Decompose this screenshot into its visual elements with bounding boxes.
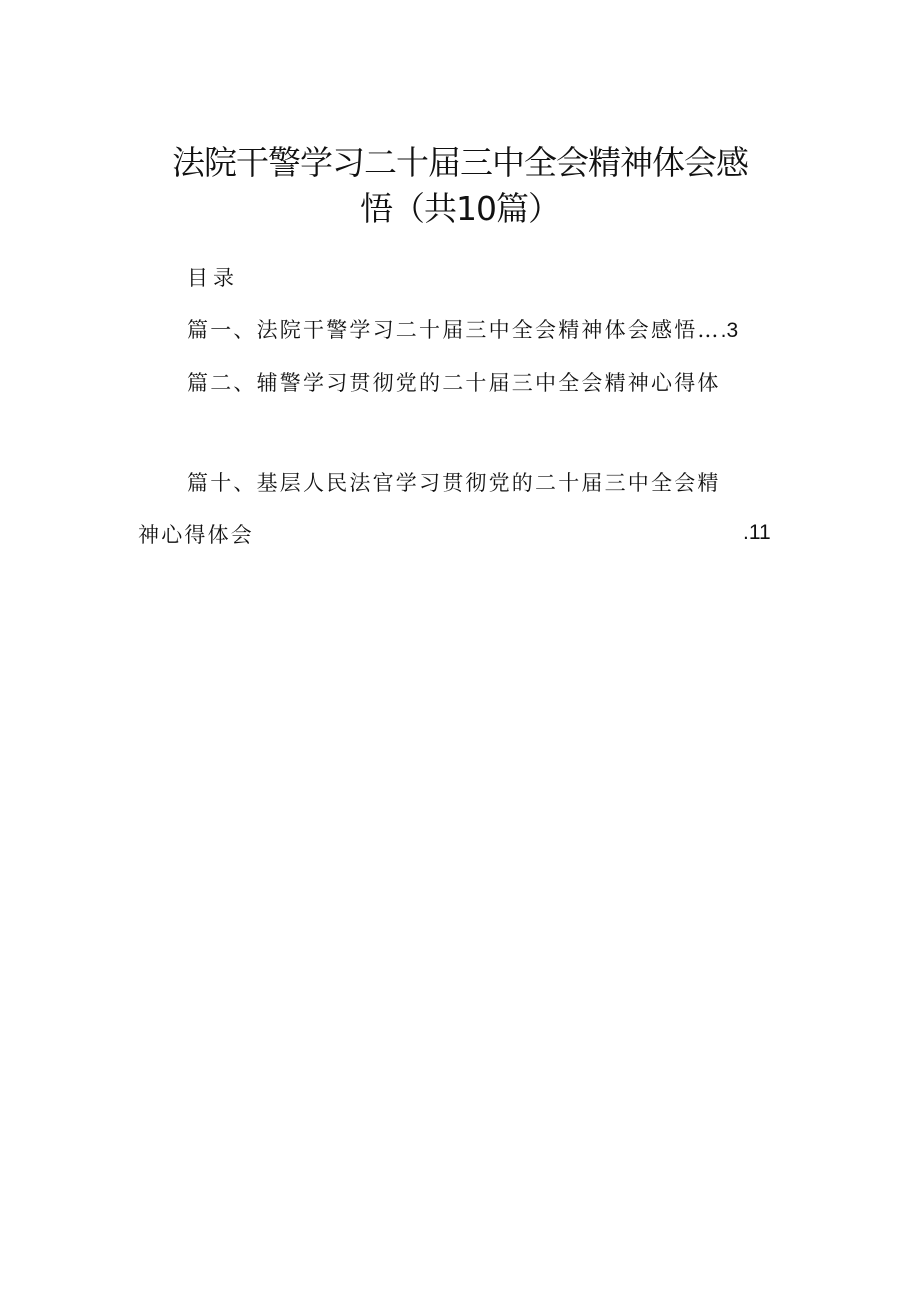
document-title-line-1: 法院干警学习二十届三中全会精神体会感 [172, 143, 748, 182]
toc-item-10-line-2[interactable]: 神心得体会 [138, 523, 254, 547]
toc-item-1-label: 篇一、法院干警学习二十届三中全会精神体会感悟… [187, 318, 721, 342]
toc-item-2-label: 篇二、辅警学习贯彻党的二十届三中全会精神心得体 [187, 371, 721, 395]
toc-item-1[interactable] [187, 314, 738, 344]
toc-item-10-line-1[interactable]: 篇十、基层人民法官学习贯彻党的二十届三中全会精 [187, 471, 721, 495]
toc-item-1-page: .3 [720, 319, 739, 342]
toc-heading: 目录 [187, 266, 239, 290]
document-title-line-2: 悟（共10篇） [360, 189, 560, 228]
toc-item-2[interactable] [187, 367, 721, 397]
toc-item-10-page: .11 [743, 521, 771, 544]
